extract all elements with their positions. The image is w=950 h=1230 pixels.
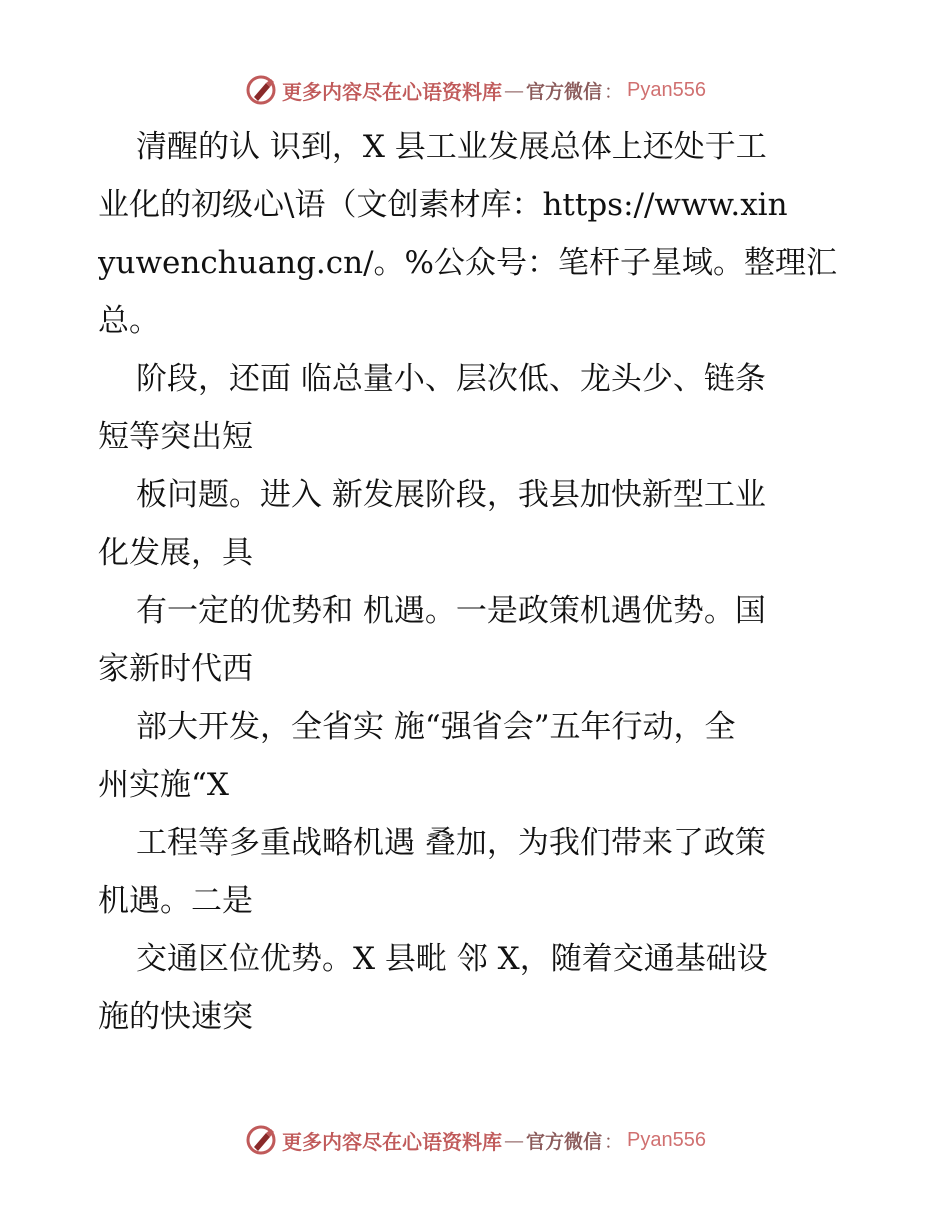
footer-colon: ： [604,1130,624,1153]
footer-banner [0,1120,950,1160]
footer-dash: — [504,1128,524,1152]
pen-nib-circle-logo [244,1123,278,1157]
header-wechat-id: Pyan556 [627,78,706,101]
header-banner [0,70,950,110]
body-line: 部大开发，全省实 施“强省会”五年行动，全 [136,709,736,745]
body-line: 总。 [98,303,160,339]
body-line: 家新时代西 [98,651,253,687]
header-dash: — [504,78,524,102]
header-colon: ： [604,80,624,103]
pen-nib-circle-logo [244,73,278,107]
body-line: 短等突出短 [98,419,253,455]
body-line: 州实施“X [98,767,229,803]
body-line: 阶段，还面 临总量小、层次低、龙头少、链条 [136,361,766,397]
header-wechat-label: 官方微信 [526,80,603,103]
footer-wechat-id: Pyan556 [627,1128,706,1151]
footer-wechat-label: 官方微信 [526,1130,603,1153]
body-line: yuwenchuang.cn/。%公众号：笔杆子星域。整理汇 [98,245,837,281]
footer-site-text: 更多内容尽在心语资料库 [282,1129,502,1154]
body-line: 交通区位优势。X 县毗 邻 X，随着交通基础设 [136,941,768,977]
header-site-text: 更多内容尽在心语资料库 [282,79,502,104]
body-line: 工程等多重战略机遇 叠加，为我们带来了政策 [136,825,766,861]
body-line: 板问题。进入 新发展阶段，我县加快新型工业 [136,477,766,513]
body-line: 业化的初级心\语（文创素材库：https://www.xin [98,187,788,223]
body-line: 施的快速突 [98,999,253,1035]
body-line: 化发展，具 [98,535,253,571]
body-line: 清醒的认 识到，X 县工业发展总体上还处于工 [136,129,767,165]
body-line: 机遇。二是 [98,883,253,919]
document-body [98,118,858,1046]
body-line: 有一定的优势和 机遇。一是政策机遇优势。国 [136,593,766,629]
